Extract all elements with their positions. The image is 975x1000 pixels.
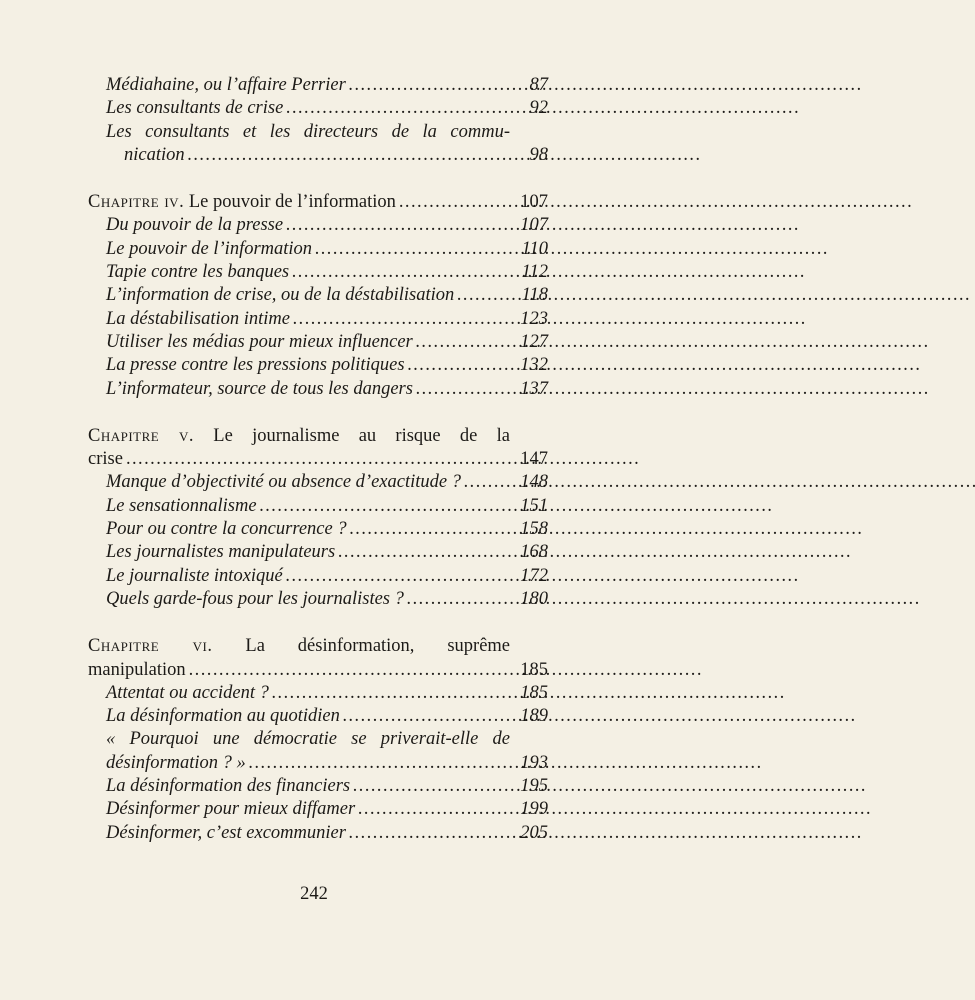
toc-entry-page: 112: [521, 262, 548, 283]
toc-entry: [88, 752, 548, 775]
toc-entry: [88, 261, 548, 284]
dot-leader: [126, 448, 510, 471]
toc-entry-title: Médiahaine, ou l’affaire Perrier: [106, 75, 346, 95]
dot-leader: [416, 331, 510, 354]
toc-entry-title: Du pouvoir de la presse: [106, 215, 284, 236]
dot-leader: [399, 191, 510, 214]
toc-entry-page: 123: [520, 308, 548, 329]
toc-entry-title: Le sensationnalisme: [106, 495, 257, 516]
toc-entry-title: L’information de crise, ou de la déstabilisation: [106, 285, 455, 306]
chapter-label: Chapitre iv.: [88, 192, 185, 213]
toc-entry: [88, 775, 548, 798]
chapter-heading: [88, 448, 548, 471]
chapter-name: Le journalisme au risque de la: [213, 425, 510, 446]
toc-entry-title: La déstabilisation intime: [106, 308, 290, 329]
chapter-title: [88, 191, 396, 214]
chapter-heading: [88, 659, 548, 682]
toc-entry-page: 180: [520, 588, 548, 609]
dot-leader: [338, 541, 510, 564]
chapter-page: 147: [520, 449, 548, 470]
toc-entry-title: nication: [124, 144, 185, 165]
toc-entry-page: 132: [520, 355, 548, 376]
toc-entry-page: 158: [520, 519, 548, 540]
dot-leader: [286, 565, 510, 588]
chapter-name-continued: manipulation: [88, 659, 186, 680]
dot-leader: [293, 308, 510, 331]
chapter-6: [88, 635, 548, 845]
chapter-page: 185: [520, 659, 548, 680]
toc-entry: [88, 354, 548, 377]
toc-entry: [88, 308, 548, 331]
chapter-label: Chapitre vi.: [88, 636, 213, 657]
dot-leader: [349, 74, 510, 97]
toc-entry-page: 148: [520, 472, 548, 493]
chapter-name: La désinformation, suprême: [245, 636, 511, 657]
chapter-label: Chapitre v.: [88, 425, 195, 446]
dot-leader: [249, 752, 510, 775]
dot-leader: [353, 775, 510, 798]
toc-entry: [88, 97, 548, 120]
chapter-name-continued: crise: [88, 449, 123, 470]
dot-leader: [343, 705, 510, 728]
toc-entry-title: Le pouvoir de l’information: [106, 238, 313, 259]
toc-entry-title: La désinformation des financiers: [106, 776, 351, 797]
toc-entry-page: 127: [520, 331, 548, 352]
toc-entry: [88, 682, 548, 705]
chapter-page: 107: [520, 192, 548, 213]
dot-leader: [188, 144, 510, 167]
toc-entry: [88, 331, 548, 354]
toc-entry-page: 172: [520, 565, 548, 586]
toc-entry: [88, 705, 548, 728]
toc-entry: [88, 798, 548, 821]
toc-entry: [88, 378, 548, 401]
chapter-5: [88, 425, 548, 611]
toc-entry: [88, 495, 548, 518]
toc-entry: [88, 214, 548, 237]
toc-entry-title: Pour ou contre la concurrence ?: [106, 519, 347, 540]
toc-entry-page: 110: [521, 238, 548, 259]
dot-leader: [407, 588, 510, 611]
toc-entry-page: 168: [520, 542, 548, 563]
toc-entry-title: Manque d’objectivité ou absence d’exactitude ?: [106, 472, 461, 493]
chapter-heading: [88, 191, 548, 214]
toc-entry-title: Désinformer, c’est excommunier: [106, 822, 346, 843]
toc-entry-page: 189: [520, 706, 548, 727]
toc-entry-page: 195: [520, 776, 548, 797]
toc-entry-title: Les journalistes manipulateurs: [106, 542, 336, 563]
dot-leader: [457, 284, 510, 307]
toc-entry: [88, 144, 548, 167]
toc-entry-page: 98: [529, 144, 548, 165]
dot-leader: [286, 97, 510, 120]
toc-entry: [88, 541, 548, 564]
toc-entry-title: Quels garde-fous pour les journalistes ?: [106, 588, 404, 609]
toc-entry: [88, 565, 548, 588]
dot-leader: [286, 214, 510, 237]
toc-entry: [88, 471, 548, 494]
chapter-name: Le pouvoir de l’information: [188, 192, 396, 213]
dot-leader: [292, 261, 510, 284]
toc-entry-page: 193: [520, 752, 548, 773]
dot-leader: [464, 471, 510, 494]
toc-entry-page: 87: [529, 75, 548, 95]
toc-entry-title: Utiliser les médias pour mieux influencer: [106, 331, 413, 352]
chapter-heading-line: [88, 635, 548, 658]
toc-entry-title: Attentat ou accident ?: [106, 682, 269, 703]
dot-leader: [260, 495, 510, 518]
dot-leader: [358, 798, 510, 821]
table-of-contents: [88, 74, 548, 845]
toc-entry-title: désinformation ? »: [106, 752, 246, 773]
toc-entry-title: Les consultants de crise: [106, 98, 284, 119]
dot-leader: [350, 518, 510, 541]
dot-leader: [408, 354, 510, 377]
dot-leader: [315, 238, 510, 261]
toc-entry-page: 185: [520, 682, 548, 703]
toc-entry-title: Le journaliste intoxiqué: [106, 565, 283, 586]
toc-entry-page: 205: [520, 822, 548, 843]
toc-entry: [88, 518, 548, 541]
toc-entry-page: 118: [521, 285, 548, 306]
dot-leader: [189, 659, 510, 682]
toc-entry-title: Désinformer pour mieux diffamer: [106, 799, 356, 820]
toc-entry-page: 137: [520, 378, 548, 399]
toc-entry-title: Tapie contre les banques: [106, 262, 290, 283]
toc-entry-title: La désinformation au quotidien: [106, 706, 340, 727]
toc-entry-page: 199: [520, 799, 548, 820]
chapter-heading-line: [88, 425, 548, 448]
dot-leader: [416, 378, 510, 401]
chapter-4: [88, 191, 548, 401]
toc-entry-page: 151: [520, 495, 548, 516]
dot-leader: [272, 682, 510, 705]
toc-entry-wrapped-line: « Pourquoi une démocratie se priverait-elle de: [106, 729, 510, 750]
toc-entry-title: L’informateur, source de tous les dangers: [106, 378, 413, 399]
toc-entry-wrapped-line: Les consultants et les directeurs de la commu-: [106, 121, 510, 142]
page-number: 242: [300, 884, 328, 904]
toc-entry: [88, 284, 548, 307]
toc-entry-page: 92: [529, 98, 548, 119]
toc-entry: [88, 588, 548, 611]
toc-entry: [88, 74, 548, 97]
toc-entry: [88, 822, 548, 845]
dot-leader: [349, 822, 510, 845]
toc-entry-title: La presse contre les pressions politiques: [106, 355, 405, 376]
toc-entry: [88, 238, 548, 261]
toc-entry-page: 107: [520, 215, 548, 236]
